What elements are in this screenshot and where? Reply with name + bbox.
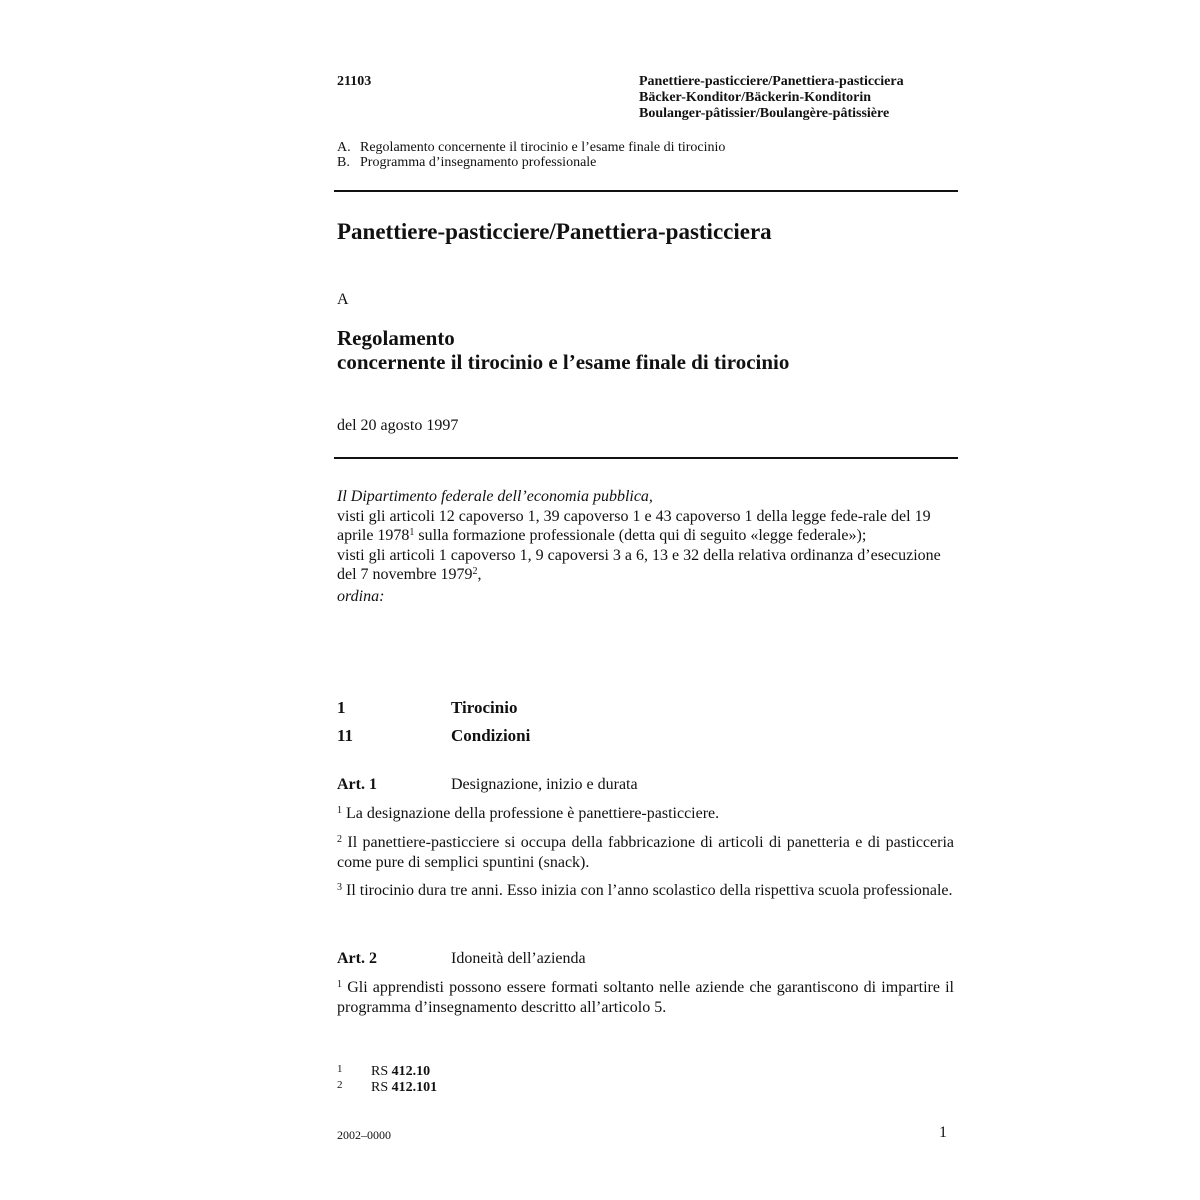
contents-list [337,140,725,170]
main-title: Panettiere-pasticciere/Panettiera-pasticciera [337,219,772,244]
footnote: 1 RS 412.10 [337,1063,431,1079]
article-paragraph: $^1$ Gli apprendisti possono essere formati soltanto nelle aziende che garantiscono di impartire il programma d’insegnamento descritto all’articolo 5. [337,979,955,1016]
article-paragraph: $^1$ La designazione della professione è panettiere-pasticciere. [337,805,720,822]
document-number: 21103 [337,74,372,89]
footnote: 2 RS 412.101 [337,1079,438,1095]
part-letter: A [337,291,349,308]
preamble-visto: visti gli articoli 12 capoverso 1, 39 capoverso 1 e 43 capoverso 1 della legge fede-rale del 19 aprile 1978$^1$ sulla formazione professionale (detta qui di seguito «legge federale»); [337,507,931,544]
section-heading: 11 Condizioni [337,726,531,745]
regulation-date: del 20 agosto 1997 [337,417,459,434]
regulation-title: Regolamento concernente il tirocinio e l’esame finale di tirocinio [337,326,790,374]
article-paragraph: $^2$ Il panettiere-pasticciere si occupa della fabbricazione di articoli di panetteria e di pasticceria come pure di semplici spuntini (snack). [337,834,954,871]
preamble [337,487,957,606]
preamble-visto: visti gli articoli 1 capoverso 1, 9 capoversi 3 a 6, 13 e 32 della relativa ordinanza d’esecuzione del 7 novembre 1979$^2$, [337,546,941,583]
header-title-fr: Boulanger-pâtissier/Boulangère-pâtissière [639,106,890,121]
page-number: 1 [939,1124,947,1141]
divider [334,190,958,192]
article-heading: Art. 2 Idoneità dell’azienda [337,950,586,967]
article-heading: Art. 1 Designazione, inizio e durata [337,776,638,793]
section-heading: 1 Tirocinio [337,698,518,717]
header-title-it: Panettiere-pasticciere/Panettiera-pasticciera [639,74,904,89]
divider [334,457,958,459]
contents-item: B. Programma d’insegnamento professionale [337,155,597,170]
preamble-ordina: ordina: [337,587,385,605]
footer-code: 2002–0000 [337,1128,391,1142]
footnote-ref: 2 [472,566,478,577]
preamble-authority: Il Dipartimento federale dell’economia pubblica, [337,488,653,505]
footnote-ref: 1 [409,527,415,538]
document-page [337,0,957,1200]
header-titles [639,74,904,122]
contents-item: A. Regolamento concernente il tirocinio e l’esame finale di tirocinio [337,140,726,155]
header-title-de: Bäcker-Konditor/Bäckerin-Konditorin [639,90,872,105]
article-paragraph: $^3$ Il tirocinio dura tre anni. Esso inizia con l’anno scolastico della rispettiva scuola professionale. [337,882,953,899]
